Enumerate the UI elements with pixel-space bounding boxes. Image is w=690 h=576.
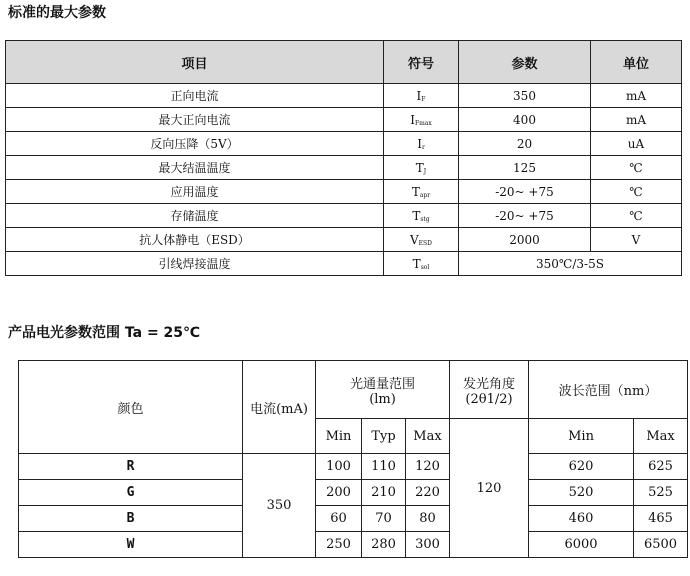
row-wave-min: 460 xyxy=(529,506,634,532)
row-value: 2000 xyxy=(459,228,591,252)
symbol-subscript: apr xyxy=(419,191,431,199)
row-unit: mA xyxy=(591,108,682,132)
table-row xyxy=(6,84,682,108)
row-flux-min: 60 xyxy=(316,506,362,532)
row-item: 最大结温温度 xyxy=(6,156,384,180)
symbol-letter: T xyxy=(415,160,424,175)
row-flux-typ: 280 xyxy=(362,532,406,558)
row-unit: mA xyxy=(591,84,682,108)
table-row xyxy=(19,480,688,506)
symbol-letter: V xyxy=(410,232,419,247)
row-flux-max: 220 xyxy=(406,480,450,506)
row-wave-max: 6500 xyxy=(634,532,688,558)
row-flux-min: 200 xyxy=(316,480,362,506)
table-row xyxy=(6,252,682,276)
table-row xyxy=(6,156,682,180)
row-symbol xyxy=(384,180,459,204)
header-color: 颜色 xyxy=(19,361,243,454)
section-title-electro-optical: 产品电光参数范围 Ta = 25℃ xyxy=(8,325,200,341)
row-value: 20 xyxy=(459,132,591,156)
header-beam-angle-label: 发光角度 xyxy=(463,376,516,392)
symbol-subscript: Fmax xyxy=(414,119,432,127)
row-flux-typ: 110 xyxy=(362,454,406,480)
table-row xyxy=(6,228,682,252)
row-flux-min: 100 xyxy=(316,454,362,480)
header-flux-typ: Typ xyxy=(362,419,406,454)
row-unit: ℃ xyxy=(591,180,682,204)
row-value: 350 xyxy=(459,84,591,108)
symbol-subscript: F xyxy=(421,95,426,103)
header-unit: 单位 xyxy=(591,41,682,84)
row-symbol xyxy=(384,108,459,132)
table-row xyxy=(6,204,682,228)
row-unit: ℃ xyxy=(591,204,682,228)
symbol-subscript: J xyxy=(423,167,427,175)
row-symbol xyxy=(384,132,459,156)
row-value: 125 xyxy=(459,156,591,180)
symbol-letter: I xyxy=(417,136,422,151)
row-symbol xyxy=(384,84,459,108)
row-symbol xyxy=(384,252,459,276)
symbol-subscript: ESD xyxy=(418,239,432,247)
row-item: 应用温度 xyxy=(6,180,384,204)
header-wavelength: 波长范围（nm） xyxy=(529,361,688,419)
header-parameter: 参数 xyxy=(459,41,591,84)
row-flux-max: 300 xyxy=(406,532,450,558)
header-beam-angle xyxy=(450,361,529,419)
row-flux-max: 120 xyxy=(406,454,450,480)
header-wave-max: Max xyxy=(634,419,688,454)
row-wave-max: 525 xyxy=(634,480,688,506)
electro-optical-table xyxy=(18,360,688,558)
table-header-row xyxy=(6,41,682,84)
symbol-subscript: r xyxy=(421,143,425,151)
table-header-row xyxy=(19,361,688,419)
row-unit: ℃ xyxy=(591,156,682,180)
row-flux-max: 80 xyxy=(406,506,450,532)
row-wave-min: 6000 xyxy=(529,532,634,558)
row-item: 正向电流 xyxy=(6,84,384,108)
row-symbol xyxy=(384,156,459,180)
row-flux-typ: 70 xyxy=(362,506,406,532)
symbol-letter: T xyxy=(412,256,421,271)
row-item: 反向压降（5V） xyxy=(6,132,384,156)
symbol-letter: T xyxy=(411,184,420,199)
max-ratings-table xyxy=(5,40,682,276)
header-luminous-flux-label: 光通量范围 xyxy=(350,376,416,392)
symbol-subscript: stg xyxy=(420,215,430,223)
row-value: 350℃/3-5S xyxy=(459,252,682,276)
row-value: -20~ +75 xyxy=(459,204,591,228)
table-row xyxy=(19,454,688,480)
row-color: B xyxy=(19,506,243,532)
row-flux-min: 250 xyxy=(316,532,362,558)
row-value: 400 xyxy=(459,108,591,132)
symbol-letter: T xyxy=(412,208,421,223)
header-luminous-flux-unit: (lm) xyxy=(369,391,396,407)
row-flux-typ: 210 xyxy=(362,480,406,506)
header-current: 电流(mA) xyxy=(243,361,316,454)
row-wave-max: 625 xyxy=(634,454,688,480)
row-value: -20~ +75 xyxy=(459,180,591,204)
row-wave-max: 465 xyxy=(634,506,688,532)
row-unit: V xyxy=(591,228,682,252)
table-row xyxy=(6,180,682,204)
table-row xyxy=(19,532,688,558)
symbol-letter: I xyxy=(410,112,415,127)
current-value: 350 xyxy=(243,454,316,558)
row-color: R xyxy=(19,454,243,480)
row-color: W xyxy=(19,532,243,558)
symbol-letter: I xyxy=(416,88,422,103)
row-wave-min: 520 xyxy=(529,480,634,506)
header-beam-angle-unit: (2θ1/2) xyxy=(465,391,513,407)
header-flux-min: Min xyxy=(316,419,362,454)
row-item: 引线焊接温度 xyxy=(6,252,384,276)
row-item: 存储温度 xyxy=(6,204,384,228)
beam-angle-value: 120 xyxy=(450,419,529,558)
row-wave-min: 620 xyxy=(529,454,634,480)
header-symbol: 符号 xyxy=(384,41,459,84)
row-color: G xyxy=(19,480,243,506)
table-row xyxy=(6,108,682,132)
header-wave-min: Min xyxy=(529,419,634,454)
row-symbol xyxy=(384,204,459,228)
header-item: 项目 xyxy=(6,41,384,84)
section-title-max-ratings: 标准的最大参数 xyxy=(8,5,106,21)
symbol-subscript: sol xyxy=(420,263,430,271)
row-item: 最大正向电流 xyxy=(6,108,384,132)
row-item: 抗人体静电（ESD） xyxy=(6,228,384,252)
header-flux-max: Max xyxy=(406,419,450,454)
table-row xyxy=(19,506,688,532)
row-symbol xyxy=(384,228,459,252)
header-luminous-flux xyxy=(316,361,450,419)
row-unit: uA xyxy=(591,132,682,156)
table-row xyxy=(6,132,682,156)
